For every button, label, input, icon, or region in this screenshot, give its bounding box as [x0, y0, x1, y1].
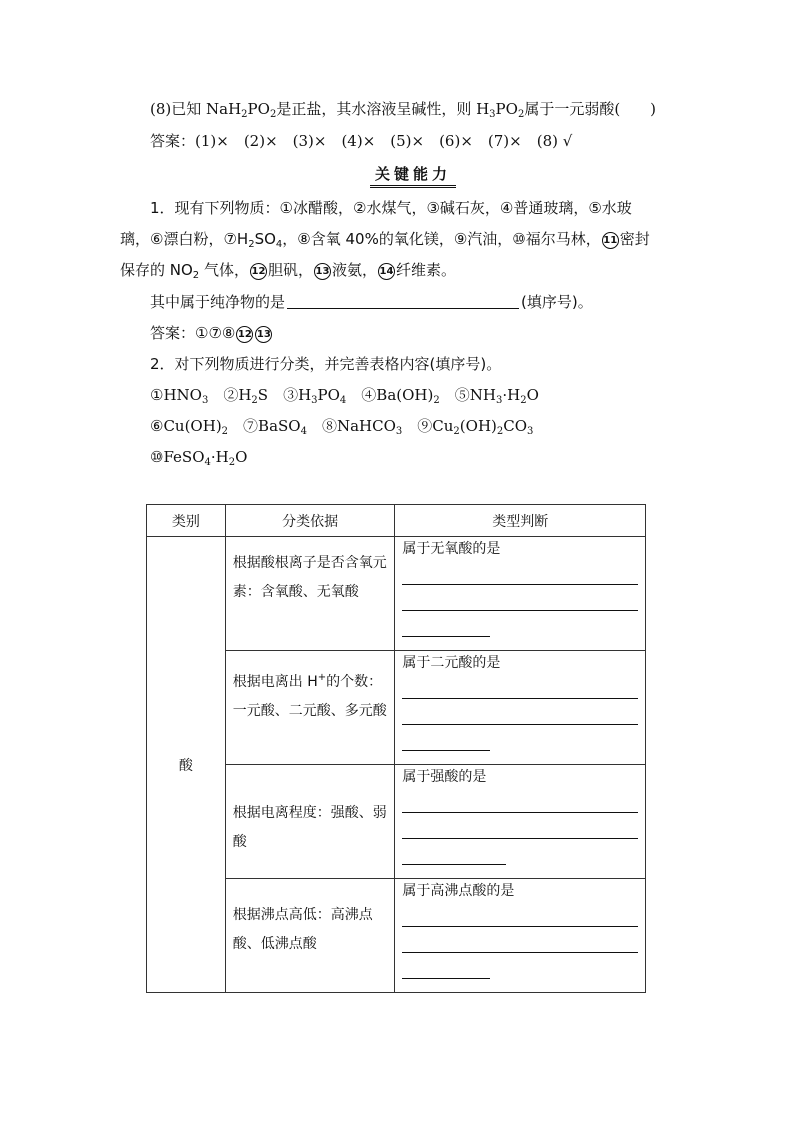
judge-cell — [395, 537, 646, 651]
problem-1-line-1: 1．现有下列物质：①冰醋酸，②水煤气，③碱石灰，④普通玻璃，⑤水玻 — [150, 199, 632, 217]
header-judgement: 类型判断 — [395, 505, 646, 537]
answer-blank[interactable] — [287, 293, 519, 309]
judge-prompt: 属于高沸点酸的是 — [402, 883, 515, 899]
header-basis: 分类依据 — [225, 505, 395, 537]
basis-cell: 根据酸根离子是否含氧元素：含氧酸、无氧酸 — [225, 537, 395, 651]
answer-blank[interactable] — [402, 699, 638, 725]
table-header-row — [147, 505, 646, 537]
classification-table — [146, 504, 646, 993]
circled-number-14: 14 — [378, 263, 395, 280]
basis-cell: 根据电离程度：强酸、弱酸 — [225, 765, 395, 879]
answer-blank[interactable] — [402, 725, 490, 751]
judge-cell — [395, 879, 646, 993]
table-row — [147, 537, 646, 651]
circled-number-13: 13 — [255, 326, 272, 343]
judge-prompt: 属于无氧酸的是 — [402, 541, 501, 557]
problem-1-answer: 答案：①⑦⑧ 12 13 — [150, 324, 271, 342]
problem-1-line-3: 保存的 $NO_2$ 气体， 12 胆矾， 13 液氨， 14 纤维素。 — [120, 261, 456, 281]
problem-2-intro: 2．对下列物质进行分类，并完善表格内容(填序号)。 — [150, 355, 502, 373]
problem-1-line-2: 璃，⑥漂白粉，$⑦H_2SO_4$，⑧含氧 40%的氧化镁，⑨汽油，⑩福尔马林， 11 密封 — [120, 230, 650, 250]
judge-cell — [395, 651, 646, 765]
circled-number-12: 12 — [250, 263, 267, 280]
substances-row-1: $①HNO_3$ $②H_2S$ $③H_3PO_4$ $④Ba(OH)_2$ $⑤NH_3\cdot H_2O$ — [150, 386, 539, 406]
circled-number-12: 12 — [236, 326, 253, 343]
section-title: 关键能力 — [374, 165, 451, 183]
answer-blank[interactable] — [402, 813, 638, 839]
question-8: (8)已知 $NaH_2PO_2$是正盐，其水溶液呈碱性，则 $H_3PO_2$属于一元弱酸( ) — [150, 100, 657, 120]
answer-blank[interactable] — [402, 559, 638, 585]
judge-cell — [395, 765, 646, 879]
substances-row-2: $⑥Cu(OH)_2$ ⑦BaSO$_4$ ⑧NaHCO$_3$ $⑨Cu_2(OH)_2CO_3$ — [150, 417, 534, 437]
problem-1-question: 其中属于纯净物的是 (填序号)。 — [150, 293, 593, 311]
header-category: 类别 — [147, 505, 226, 537]
category-acid: 酸 — [147, 537, 226, 993]
substances-row-3: $⑩FeSO_4\cdot H_2O$ — [150, 448, 248, 468]
circled-number-13: 13 — [314, 263, 331, 280]
answer-blank[interactable] — [402, 787, 638, 813]
section-title-underline — [370, 185, 456, 188]
judge-prompt: 属于二元酸的是 — [402, 655, 501, 671]
answer-previous: 答案：(1)× (2)× (3)× (4)× (5)× (6)× (7)× (8) √ — [150, 132, 573, 150]
answer-blank[interactable] — [402, 839, 506, 865]
basis-cell: 根据沸点高低：高沸点酸、低沸点酸 — [225, 879, 395, 993]
answer-blank[interactable] — [402, 611, 490, 637]
answer-blank[interactable] — [402, 673, 638, 699]
circled-number-11: 11 — [602, 232, 619, 249]
basis-cell: 根据电离出 H+的个数：一元酸、二元酸、多元酸 — [225, 651, 395, 765]
answer-blank[interactable] — [402, 901, 638, 927]
answer-blank[interactable] — [402, 953, 490, 979]
answer-blank[interactable] — [402, 927, 638, 953]
judge-prompt: 属于强酸的是 — [402, 769, 487, 785]
answer-blank[interactable] — [402, 585, 638, 611]
